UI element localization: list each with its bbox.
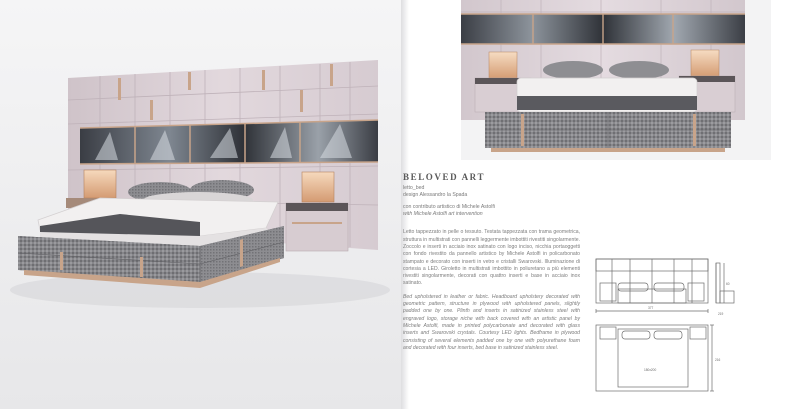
dim-width: 377: [648, 306, 654, 310]
technical-drawings: [592, 253, 740, 403]
dim-depth: 60: [726, 282, 730, 286]
dim-inner: 180x200: [644, 368, 657, 372]
bed-front-photo: [461, 0, 771, 160]
description-english: Bed upholstered in leather or fabric. Headboard upholstery decorated with geometric pattern, structure in plywood with upholstered panels, slightly padded one by one. Plinth and inserts in satinized stainless steel with engraved logo, storage niche with back covered with an artistic panel by Michele Astolfi, made in printed polycarbonate and decorated with glass inserts and Swarovski crystals. Courtesy LED lights. Bedframe in plywood consisting of several elements padded one by one with polyurethane foam and decorated with four inserts, bed base in satinized stainless steel.: [403, 293, 580, 351]
product-title: BELOVED ART: [403, 172, 486, 182]
product-designer: design Alessandro la Spada: [403, 191, 468, 198]
artist-credit-en: with Michele Astolfi art intervention: [403, 210, 483, 217]
description-italian: Letto tappezzato in pelle o tessuto. Testata tappezzata con trama geometrica, struttura in multistrati con pannelli leggermente imbottiti rivestiti singolarmente. Zoccolo e inserti in acciaio inox satinato con logo inciso, nicchia portaoggetti con fondo rivestito da pannello artistico by Michele Astolfi in policarbonato stampato e decorato con inserti in vetro e cristalli Swarovski. Illuminazione di cortesia a LED. Giroletto in multistrati imbottito in poliuretano a più elementi rivestiti singolarmente, decorati con quattro inserti e base in acciaio inox satinato.: [403, 229, 580, 287]
artist-credit-it: con contributo artistico di Michele Astolfi: [403, 204, 495, 211]
dim-height: 216: [715, 358, 721, 362]
product-type: letto_bed: [403, 185, 425, 191]
dim-side-depth: 219: [718, 312, 724, 316]
product-text: [403, 172, 580, 352]
